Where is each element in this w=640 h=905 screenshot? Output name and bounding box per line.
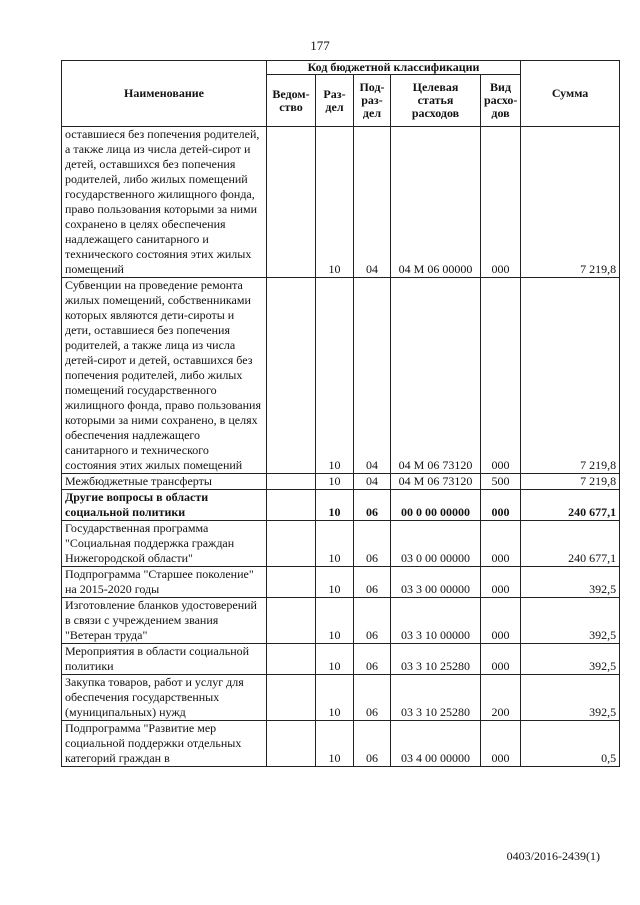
row-podrazdel: 06	[354, 644, 391, 675]
row-podrazdel: 06	[354, 598, 391, 644]
table-row	[62, 644, 620, 675]
row-name: Другие вопросы в области социальной политики	[62, 490, 267, 521]
row-podrazdel: 06	[354, 567, 391, 598]
row-summa: 7 219,8	[521, 474, 620, 490]
row-razdel: 10	[316, 567, 354, 598]
header-code-group: Код бюджетной классификации	[267, 61, 521, 75]
row-vedomstvo	[267, 675, 316, 721]
row-name: Изготовление бланков удостоверений в связи с учреждением звания "Ветеран труда"	[62, 598, 267, 644]
row-name: Закупка товаров, работ и услуг для обеспечения государственных (муниципальных) нужд	[62, 675, 267, 721]
table-row	[62, 567, 620, 598]
row-vedomstvo	[267, 474, 316, 490]
row-podrazdel: 04	[354, 278, 391, 474]
row-vedomstvo	[267, 278, 316, 474]
row-vedomstvo	[267, 598, 316, 644]
row-podrazdel: 06	[354, 721, 391, 767]
table-row	[62, 598, 620, 644]
row-vedomstvo	[267, 567, 316, 598]
document-code: 0403/2016-2439(1)	[506, 849, 600, 863]
row-vedomstvo	[267, 721, 316, 767]
row-vid: 000	[481, 644, 521, 675]
row-tselevaya: 00 0 00 00000	[391, 490, 481, 521]
row-summa: 240 677,1	[521, 521, 620, 567]
row-razdel: 10	[316, 644, 354, 675]
page-number: 177	[310, 38, 330, 53]
row-tselevaya: 03 4 00 00000	[391, 721, 481, 767]
row-tselevaya: 04 М 06 73120	[391, 278, 481, 474]
header-summa: Сумма	[521, 61, 620, 127]
row-summa: 392,5	[521, 598, 620, 644]
row-tselevaya: 03 3 10 00000	[391, 598, 481, 644]
row-vedomstvo	[267, 521, 316, 567]
header-name: Наименование	[62, 61, 267, 127]
row-summa: 7 219,8	[521, 127, 620, 278]
row-tselevaya: 03 0 00 00000	[391, 521, 481, 567]
row-vid: 000	[481, 721, 521, 767]
row-razdel: 10	[316, 474, 354, 490]
row-vid: 200	[481, 675, 521, 721]
table-row	[62, 474, 620, 490]
row-summa: 7 219,8	[521, 278, 620, 474]
row-vid: 000	[481, 598, 521, 644]
row-summa: 392,5	[521, 567, 620, 598]
row-podrazdel: 04	[354, 474, 391, 490]
header-tselevaya: Целевая статья расходов	[391, 75, 481, 127]
row-razdel: 10	[316, 127, 354, 278]
row-podrazdel: 06	[354, 490, 391, 521]
row-vid: 000	[481, 567, 521, 598]
budget-table	[61, 60, 620, 767]
table-row	[62, 675, 620, 721]
row-vedomstvo	[267, 644, 316, 675]
row-razdel: 10	[316, 521, 354, 567]
row-razdel: 10	[316, 490, 354, 521]
row-razdel: 10	[316, 721, 354, 767]
row-summa: 240 677,1	[521, 490, 620, 521]
row-vid: 000	[481, 490, 521, 521]
row-summa: 392,5	[521, 644, 620, 675]
row-tselevaya: 04 М 06 00000	[391, 127, 481, 278]
row-podrazdel: 04	[354, 127, 391, 278]
header-podrazdel: Под-раз-дел	[354, 75, 391, 127]
row-name: Государственная программа "Социальная поддержка граждан Нижегородской области"	[62, 521, 267, 567]
row-vid: 000	[481, 278, 521, 474]
row-name: Мероприятия в области социальной политики	[62, 644, 267, 675]
row-razdel: 10	[316, 675, 354, 721]
row-podrazdel: 06	[354, 521, 391, 567]
table-row	[62, 721, 620, 767]
row-vid: 000	[481, 127, 521, 278]
header-vedomstvo: Ведом-ство	[267, 75, 316, 127]
row-name: Межбюджетные трансферты	[62, 474, 267, 490]
row-name: Подпрограмма "Развитие мер социальной поддержки отдельных категорий граждан в	[62, 721, 267, 767]
header-razdel: Раз-дел	[316, 75, 354, 127]
header-vid: Вид расхо-дов	[481, 75, 521, 127]
row-razdel: 10	[316, 598, 354, 644]
row-vedomstvo	[267, 127, 316, 278]
table-row	[62, 490, 620, 521]
table-row	[62, 521, 620, 567]
row-name: Субвенции на проведение ремонта жилых помещений, собственниками которых являются дети-сироты и дети, оставшиеся без попечения родителей, а также лица из числа детей-сирот и детей, оставшихся без попечения родителей, либо жилых помещений государственного жилищного фонда, право пользования которыми за ними сохранено, в целях обеспечения надлежащего санитарного и технического состояния этих жилых помещений	[62, 278, 267, 474]
row-tselevaya: 03 3 10 25280	[391, 675, 481, 721]
row-tselevaya: 03 3 00 00000	[391, 567, 481, 598]
row-razdel: 10	[316, 278, 354, 474]
row-vid: 000	[481, 521, 521, 567]
row-summa: 392,5	[521, 675, 620, 721]
row-vedomstvo	[267, 490, 316, 521]
row-name: оставшиеся без попечения родителей, а также лица из числа детей-сирот и детей, оставшихся без попечения родителей, либо жилых помещений государственного жилищного фонда, право пользования которыми за ними сохранено в целях обеспечения надлежащего санитарного и технического состояния этих жилых помещений	[62, 127, 267, 278]
row-vid: 500	[481, 474, 521, 490]
table-row	[62, 278, 620, 474]
row-name: Подпрограмма "Старшее поколение" на 2015-2020 годы	[62, 567, 267, 598]
row-tselevaya: 03 3 10 25280	[391, 644, 481, 675]
row-tselevaya: 04 М 06 73120	[391, 474, 481, 490]
table-row	[62, 127, 620, 278]
row-summa: 0,5	[521, 721, 620, 767]
row-podrazdel: 06	[354, 675, 391, 721]
